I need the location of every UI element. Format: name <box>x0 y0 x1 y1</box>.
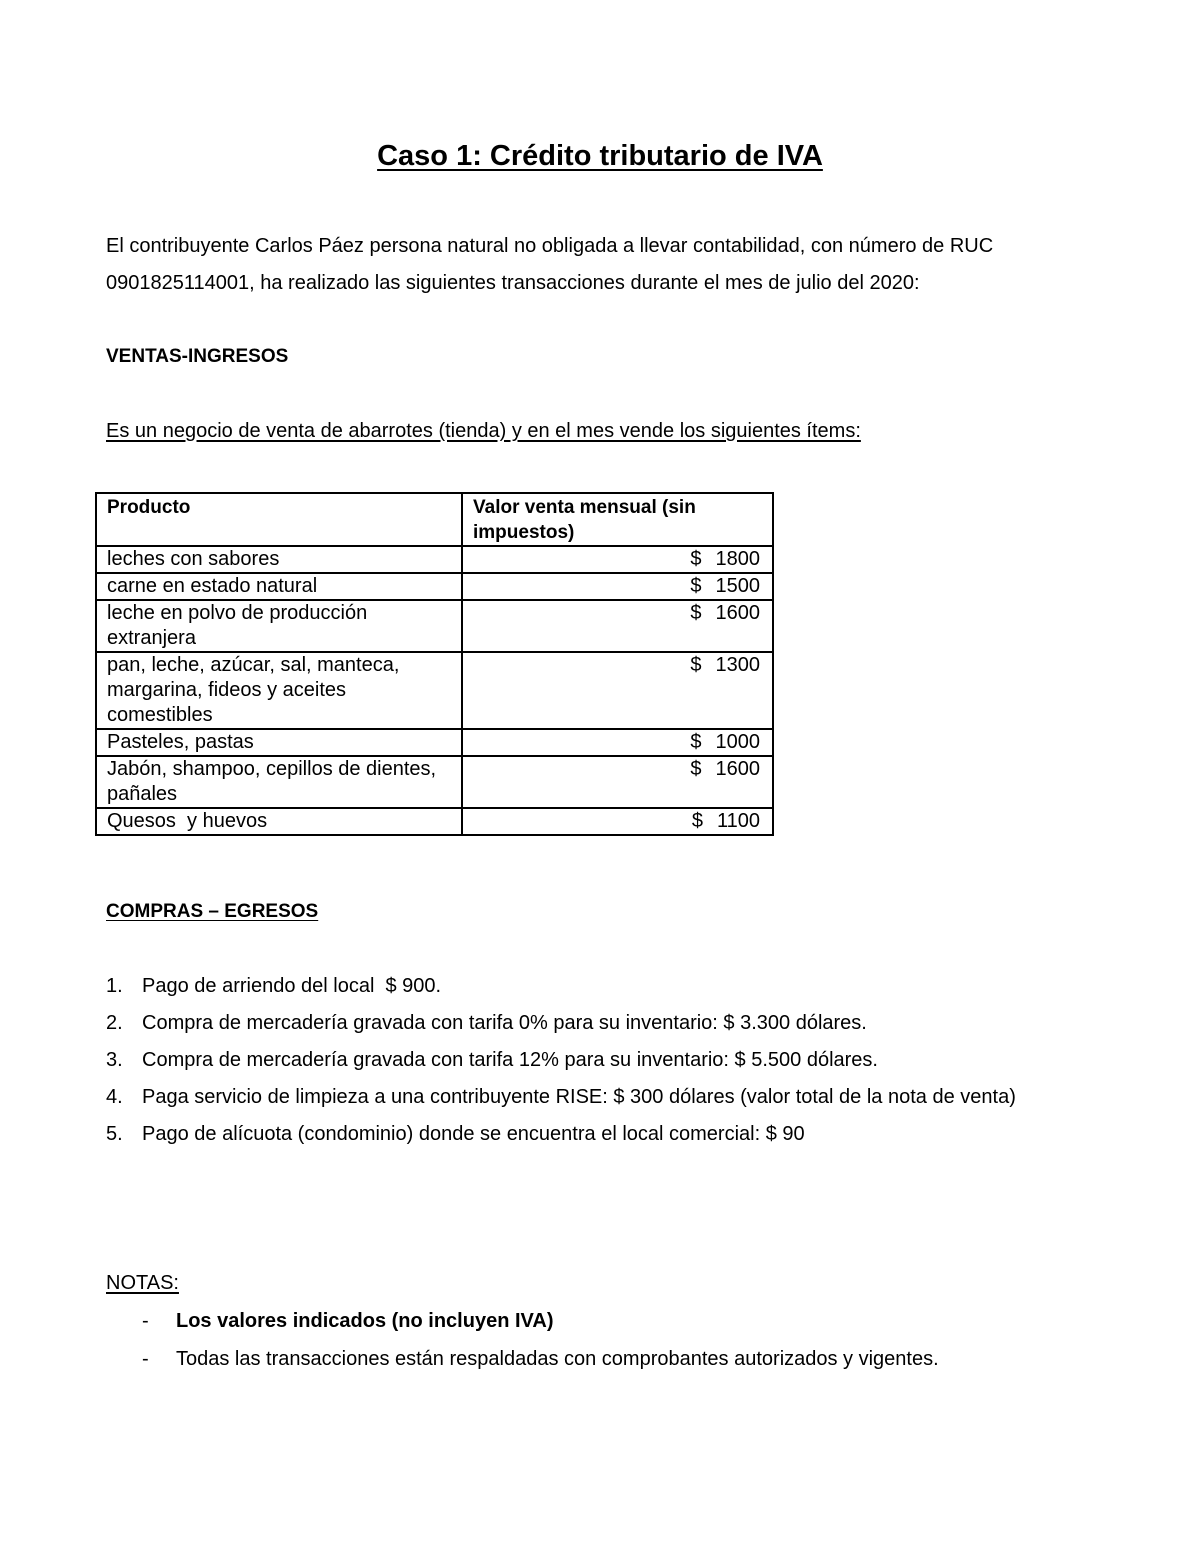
table-row <box>96 573 773 600</box>
table-row <box>96 729 773 756</box>
value-cell <box>462 600 773 652</box>
product-cell: Pasteles, pastas <box>96 729 462 756</box>
currency-symbol: $ <box>690 731 702 753</box>
product-cell: leches con sabores <box>96 546 462 573</box>
value-amount: 1300 <box>715 654 760 676</box>
list-item <box>106 968 1016 1005</box>
sales-table <box>95 492 774 836</box>
column-header-value: Valor venta mensual (sin impuestos) <box>462 493 773 546</box>
table-row <box>96 756 773 808</box>
document-title: Caso 1: Crédito tributario de IVA <box>377 140 823 172</box>
note-text: Los valores indicados (no incluyen IVA) <box>176 1310 554 1332</box>
value-amount: 1100 <box>716 810 760 832</box>
table-row <box>96 808 773 835</box>
notes-label: NOTAS: <box>106 1272 179 1294</box>
value-amount: 1500 <box>715 575 760 597</box>
list-item <box>106 1116 1016 1153</box>
value-amount: 1600 <box>715 602 760 624</box>
currency-symbol: $ <box>690 602 702 624</box>
sales-description: Es un negocio de venta de abarrotes (tienda) y en el mes vende los siguientes ítems: <box>106 420 861 442</box>
bullet-dash: - <box>142 1348 149 1370</box>
table-row <box>96 652 773 729</box>
list-item <box>142 1340 939 1378</box>
currency-symbol: $ <box>690 758 702 780</box>
value-cell <box>462 808 773 835</box>
value-cell <box>462 729 773 756</box>
list-number: 4. <box>106 1086 123 1108</box>
list-text: Compra de mercadería gravada con tarifa 12% para su inventario: $ 5.500 dólares. <box>142 1049 878 1071</box>
currency-symbol: $ <box>690 575 702 597</box>
list-text: Pago de arriendo del local $ 900. <box>142 975 442 997</box>
list-number: 3. <box>106 1049 123 1071</box>
bullet-dash: - <box>142 1310 149 1332</box>
value-cell <box>462 573 773 600</box>
product-cell: leche en polvo de producción extranjera <box>96 600 462 652</box>
list-text: Pago de alícuota (condominio) donde se encuentra el local comercial: $ 90 <box>142 1123 805 1145</box>
list-number: 1. <box>106 975 123 997</box>
list-text: Paga servicio de limpieza a una contribuyente RISE: $ 300 dólares (valor total de la nota de venta) <box>142 1086 1016 1108</box>
purchases-list <box>106 968 1016 1153</box>
list-item <box>142 1302 939 1340</box>
list-item <box>106 1042 1016 1079</box>
intro-line-1: El contribuyente Carlos Páez persona natural no obligada a llevar contabilidad, con número de RUC <box>106 235 994 257</box>
list-number: 2. <box>106 1012 123 1034</box>
table-row <box>96 600 773 652</box>
value-cell <box>462 756 773 808</box>
product-cell: carne en estado natural <box>96 573 462 600</box>
product-cell: pan, leche, azúcar, sal, manteca, margarina, fideos y aceites comestibles <box>96 652 462 729</box>
column-header-product: Producto <box>96 493 462 546</box>
currency-symbol: $ <box>690 654 702 676</box>
intro-paragraph <box>106 228 1106 302</box>
table-row <box>96 546 773 573</box>
product-cell: Quesos y huevos <box>96 808 462 835</box>
note-text: Todas las transacciones están respaldadas con comprobantes autorizados y vigentes. <box>176 1348 939 1370</box>
value-amount: 1600 <box>715 758 760 780</box>
value-amount: 1800 <box>715 548 760 570</box>
sales-heading: VENTAS-INGRESOS <box>106 346 289 367</box>
currency-symbol: $ <box>691 810 703 832</box>
value-amount: 1000 <box>715 731 760 753</box>
purchases-heading: COMPRAS – EGRESOS <box>106 901 319 922</box>
intro-line-2: 0901825114001, ha realizado las siguientes transacciones durante el mes de julio del 2020: <box>106 272 920 294</box>
currency-symbol: $ <box>690 548 702 570</box>
notes-list <box>142 1302 939 1378</box>
value-cell <box>462 546 773 573</box>
list-item <box>106 1005 1016 1042</box>
table-header-row <box>96 493 773 546</box>
list-number: 5. <box>106 1123 123 1145</box>
product-cell: Jabón, shampoo, cepillos de dientes, pañales <box>96 756 462 808</box>
value-cell <box>462 652 773 729</box>
list-item <box>106 1079 1016 1116</box>
list-text: Compra de mercadería gravada con tarifa 0% para su inventario: $ 3.300 dólares. <box>142 1012 867 1034</box>
